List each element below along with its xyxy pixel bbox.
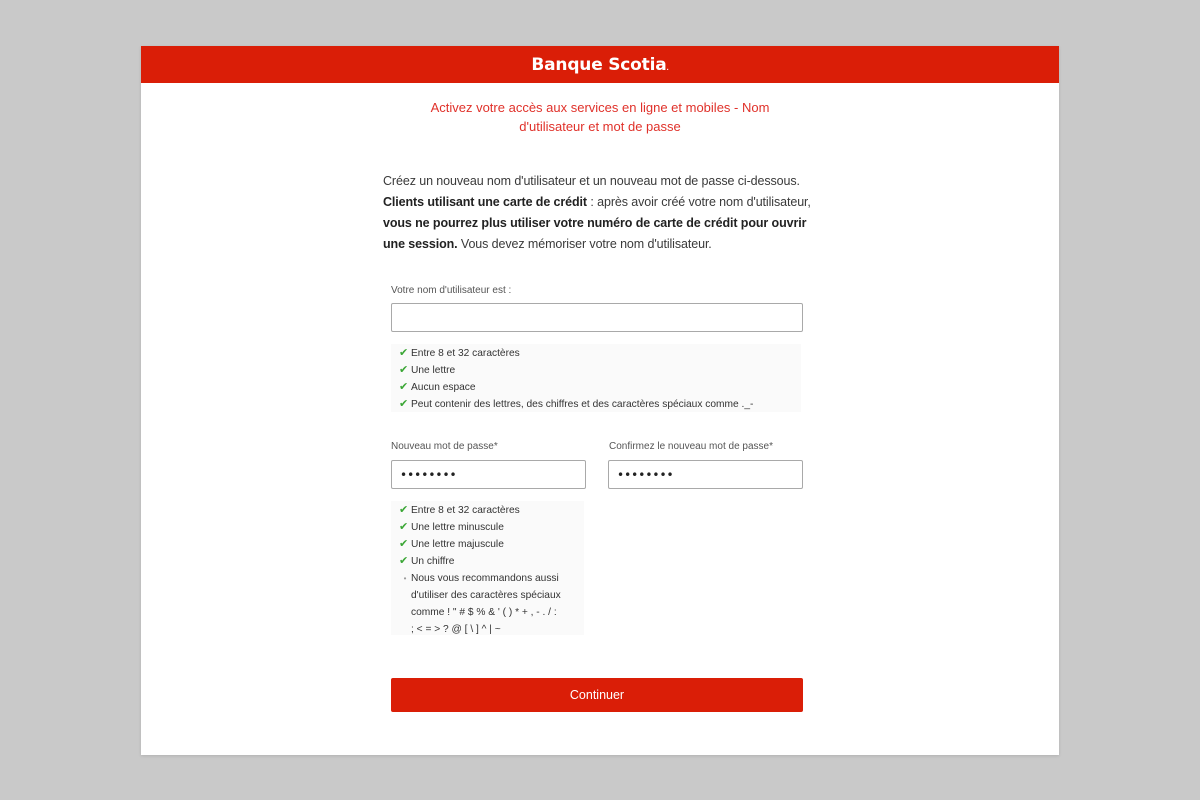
- check-icon: ✔: [399, 398, 409, 410]
- password-rule: ✔ Une lettre minuscule: [399, 519, 584, 536]
- username-rule: ✔ Entre 8 et 32 caractères: [399, 345, 801, 362]
- intro-part-1: Créez un nouveau nom d'utilisateur et un nouveau mot de passe ci-dessous.: [383, 174, 800, 188]
- password-rule: ✔ Entre 8 et 32 caractères: [399, 502, 584, 519]
- confirm-password-label: Confirmez le nouveau mot de passe*: [609, 441, 773, 452]
- username-label: Votre nom d'utilisateur est :: [391, 285, 512, 296]
- password-rule: ✔ Un chiffre: [399, 553, 584, 570]
- check-icon: ✔: [399, 521, 409, 533]
- password-recommendation: • Nous vous recommandons aussi d'utiliser des caractères spéciaux comme ! " # $ % & ' ( ) * + , - . / : ; < = > ? @ [ \ ] ^ | ~: [399, 570, 584, 638]
- header-bar: [141, 46, 1059, 83]
- check-icon: ✔: [399, 381, 409, 393]
- username-input[interactable]: [391, 303, 803, 332]
- check-icon: ✔: [399, 555, 409, 567]
- page-title: Activez votre accès aux services en ligne et mobiles - Nom d'utilisateur et mot de passe: [430, 100, 770, 134]
- check-icon: ✔: [399, 504, 409, 516]
- username-rule: ✔ Une lettre: [399, 362, 801, 379]
- brand-logo: Banque Scotia.: [531, 54, 669, 75]
- intro-text: [383, 171, 823, 255]
- username-rule: ✔ Peut contenir des lettres, des chiffres et des caractères spéciaux comme ._-: [399, 396, 801, 413]
- confirm-password-input[interactable]: [608, 460, 803, 489]
- password-rules: [391, 501, 584, 635]
- username-rules: [391, 344, 801, 412]
- check-icon: ✔: [399, 347, 409, 359]
- username-rule: ✔ Aucun espace: [399, 379, 801, 396]
- password-rule: ✔ Une lettre majuscule: [399, 536, 584, 553]
- password-input[interactable]: [391, 460, 586, 489]
- intro-bold-1: Clients utilisant une carte de crédit: [383, 195, 587, 209]
- intro-part-3: Vous devez mémoriser votre nom d'utilisateur.: [457, 237, 712, 251]
- password-label: Nouveau mot de passe*: [391, 441, 498, 452]
- intro-bold-2: vous ne pourrez plus utiliser votre numéro de carte de crédit pour ouvrir une session.: [383, 216, 807, 251]
- bullet-icon: •: [403, 574, 407, 583]
- check-icon: ✔: [399, 538, 409, 550]
- intro-part-2: : après avoir créé votre nom d'utilisateur,: [587, 195, 811, 209]
- activation-card: [141, 46, 1059, 755]
- check-icon: ✔: [399, 364, 409, 376]
- continue-button[interactable]: Continuer: [391, 678, 803, 712]
